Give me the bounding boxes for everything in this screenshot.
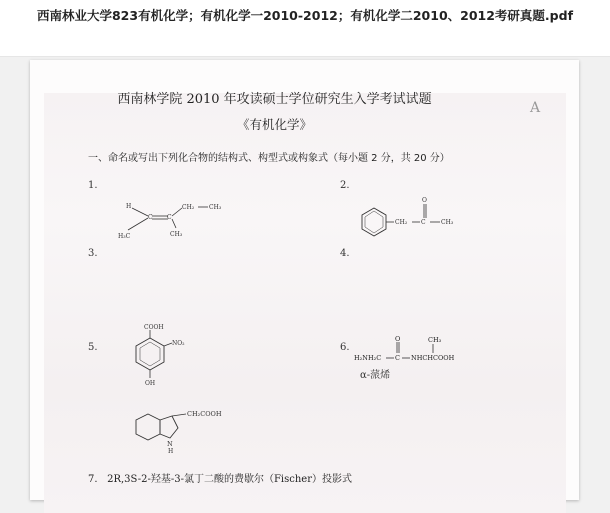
exam-title: 西南林学院 2010 年攻读硕士学位研究生入学考试试题 — [117, 92, 432, 107]
question-number-3: 3. — [88, 248, 98, 259]
document-title: 西南林业大学823有机化学；有机化学一2010-2012；有机化学二2010、2012考研真题.pdf — [36, 8, 574, 23]
question-number-1: 1. — [88, 180, 98, 191]
structure-q3 — [128, 320, 198, 390]
q1-h-label: H — [126, 203, 132, 210]
q5-h-label: H — [168, 448, 174, 454]
question-number-5: 5. — [88, 342, 98, 353]
exam-subject: 《有机化学》 — [236, 117, 312, 132]
q3-oh-label: OH — [145, 380, 156, 387]
q1-h3c-label: H₃C — [118, 233, 131, 240]
question-number-4: 4. — [340, 248, 350, 259]
q4-right-label: NHCHCOOH — [411, 354, 455, 362]
q4-ch3-label: CH₃ — [428, 336, 442, 344]
structure-q5 — [134, 408, 234, 454]
paper-version-mark: A — [530, 100, 541, 116]
q2-ch2-label: CH₂ — [395, 219, 408, 226]
q2-c-label: C — [421, 219, 426, 226]
q5-n-label: N — [167, 440, 173, 448]
structure-q1 — [118, 198, 238, 242]
question-number-6: 6. — [340, 342, 350, 353]
q1-c1-label: C — [148, 214, 153, 221]
structure-q2 — [360, 190, 470, 246]
q1-ch2-label: CH₂ — [182, 204, 195, 211]
q3-no2-label: NO₂ — [172, 340, 185, 347]
question-6-answer: α-蒎烯 — [360, 370, 391, 381]
q1-c2-label: C — [167, 214, 172, 221]
q1-ch3b-label: CH₃ — [170, 231, 183, 238]
question-number-2: 2. — [340, 180, 350, 191]
structure-q4 — [352, 334, 482, 368]
q4-o-label: O — [395, 335, 401, 343]
section-heading: 一、命名或写出下列化合物的结构式、构型式或构象式（每小题 2 分，共 20 分） — [88, 153, 450, 164]
question-number-7: 7. — [88, 474, 98, 485]
q2-ch3-label: CH₃ — [441, 219, 454, 226]
q1-ch3-label: CH₃ — [209, 204, 222, 211]
q2-o-label: O — [422, 197, 427, 204]
question-7-text: 2R,3S-2-羟基-3-氯丁二酸的费歇尔（Fischer）投影式 — [107, 474, 352, 485]
q3-cooh-label: COOH — [144, 324, 164, 331]
viewer-toolbar — [0, 0, 610, 57]
q4-left-label: H₂NH₂C — [354, 354, 382, 362]
q5-ch2cooh-label: CH₂COOH — [187, 410, 222, 418]
q4-c-label: C — [395, 354, 400, 362]
question-7 — [88, 470, 352, 485]
